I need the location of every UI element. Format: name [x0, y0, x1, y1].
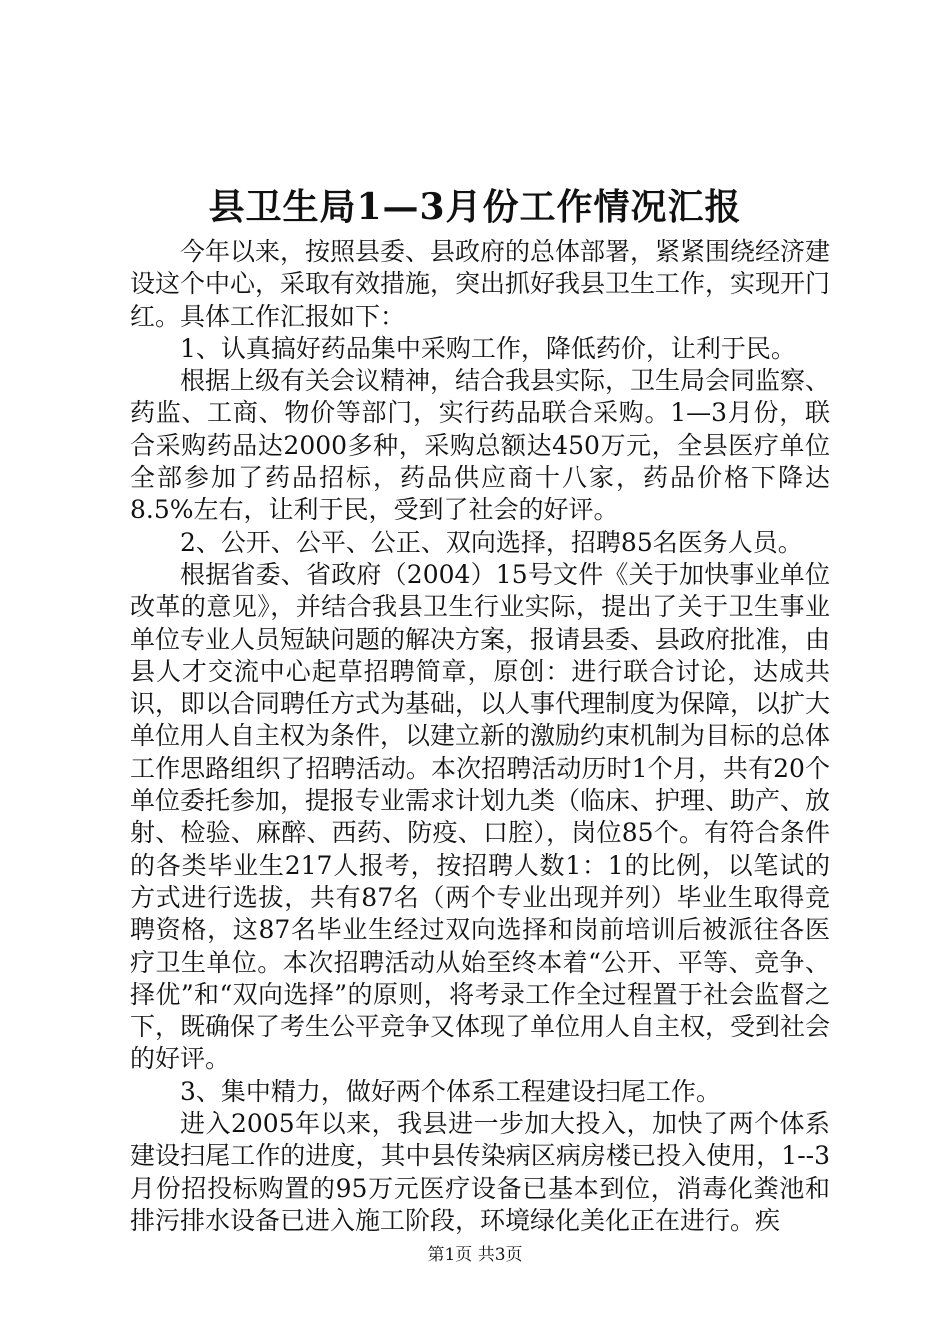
page-footer: 第1页 共3页	[427, 1245, 523, 1265]
paragraph-recruitment: 根据省委、省政府（2004）15号文件《关于加快事业单位改革的意见》，并结合我县卫生行业实际，提出了关于卫生事业单位专业人员短缺问题的解决方案，报请县委、县政府批准，由县人才交流中心起草招聘简章，原创：进行联合讨论，达成共识，即以合同聘任方式为基础，以人事代理制度为保障，以扩大单位用人自主权为条件，以建立新的激励约束机制为目标的总体工作思路组织了招聘活动。本次招聘活动历时1个月，共有20个单位委托参加，提报专业需求计划九类（临床、护理、助产、放射、检验、麻醉、西药、防疫、口腔），岗位85个。有符合条件的各类毕业生217人报考，按招聘人数1：1的比例，以笔试的方式进行选拔，共有87名（两个专业出现并列）毕业生取得竞聘资格，这87名毕业生经过双向选择和岗前培训后被派往各医疗卫生单位。本次招聘活动从始至终本着“公开、平等、竞争、择优”和“双向选择”的原则，将考录工作全过程置于社会监督之下，既确保了考生公平竞争又体现了单位用人自主权，受到社会的好评。	[130, 559, 831, 1074]
heading-drug-procurement: 1、认真搞好药品集中采购工作，降低药价，让利于民。	[180, 333, 796, 363]
document-body	[130, 236, 830, 1237]
document-title: 县卫生局1—3月份工作情况汇报	[208, 186, 742, 228]
heading-recruitment: 2、公开、公平、公正、双向选择，招聘85名医务人员。	[180, 527, 803, 557]
paragraph-drug-procurement: 根据上级有关会议精神，结合我县实际，卫生局会同监察、药监、工商、物价等部门，实行药品联合采购。1—3月份，联合采购药品达2000多种，采购总额达450万元，全县医疗单位全部参加了药品招标，药品供应商十八家，药品价格下降达8.5%左右，让利于民，受到了社会的好评。	[130, 366, 831, 525]
paragraph-intro: 今年以来，按照县委、县政府的总体部署，紧紧围绕经济建设这个中心，采取有效措施，突出抓好我县卫生工作，实现开门红。具体工作汇报如下：	[130, 237, 831, 331]
paragraph-construction: 进入2005年以来，我县进一步加大投入，加快了两个体系建设扫尾工作的进度，其中县传染病区病房楼已投入使用，1--3月份招投标购置的95万元医疗设备已基本到位，消毒化粪池和排污排水设备已进入施工阶段，环境绿化美化正在进行。疾	[130, 1109, 830, 1235]
heading-construction: 3、集中精力，做好两个体系工程建设扫尾工作。	[180, 1076, 721, 1106]
